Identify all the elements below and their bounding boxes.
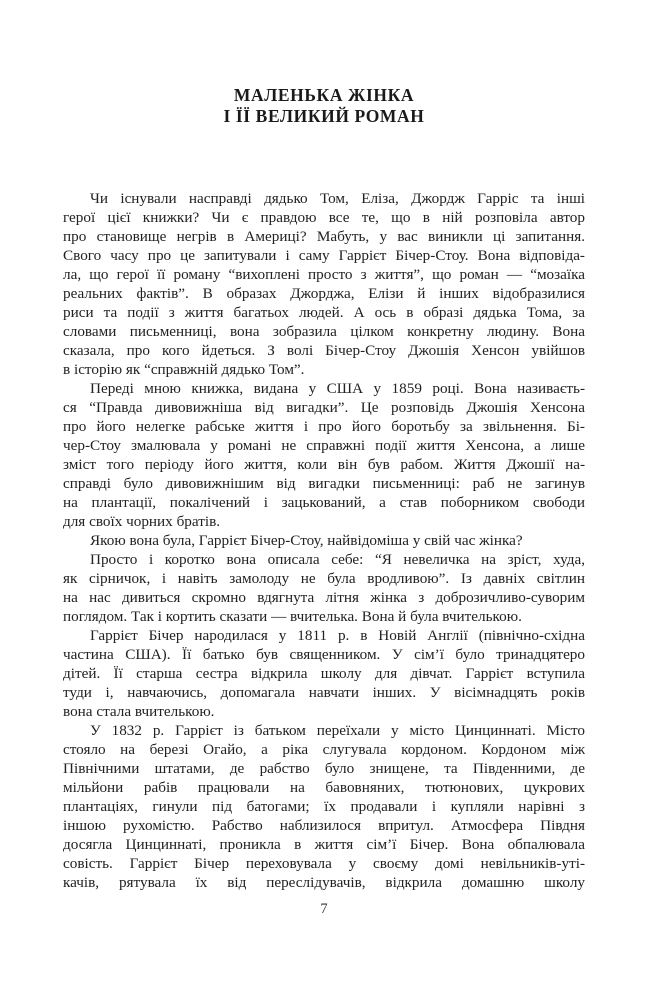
text-line: як сірничок, і навіть замолоду не була вродливою”. Із давніх світлин — [63, 570, 585, 587]
text-line: плантаціях, гинули під батогами; їх продавали і купляли нарівні з — [63, 798, 585, 815]
text-line: на нас дивиться скромно вдягнута літня жінка з доброзичливо-суворим — [63, 589, 585, 606]
text-line: про становище негрів в Америці? Мабуть, у вас виникли ці запитання. — [63, 228, 585, 245]
body-text — [63, 189, 585, 892]
chapter-title-line1: МАЛЕНЬКА ЖІНКА — [233, 85, 415, 105]
text-line: туди і, навчаючись, допомагала навчати інших. У вісімнадцять років — [63, 684, 585, 701]
text-line: чер-Стоу змалювала у романі не справжні події життя Хенсона, а лише — [63, 437, 585, 454]
text-line: Просто і коротко вона описала себе: “Я невеличка на зріст, худа, — [90, 551, 585, 568]
text-line: риси та події з життя багатьох людей. А ось в образі дядька Тома, за — [63, 304, 585, 321]
paragraph — [63, 626, 585, 721]
text-line: стояло на березі Огайо, а ріка слугувала кордоном. Кордоном між — [63, 741, 585, 758]
text-line: справді було дивовижнішим від вигадки письменниці: раб не загинув — [63, 475, 585, 492]
paragraph — [63, 550, 585, 626]
chapter-title — [63, 85, 585, 127]
text-line: У 1832 р. Гаррієт із батьком переїхали у місто Цинциннаті. Місто — [90, 722, 585, 739]
text-line: про його нелегке рабське життя і про його боротьбу за звільнення. Бі- — [63, 418, 585, 435]
text-line: Свого часу про це запитували і саму Гаррієт Бічер-Стоу. Вона відповіда- — [63, 247, 585, 264]
text-line: досягла Цинциннаті, проникла в життя сім’ї Бічер. Вона обпалювала — [63, 836, 585, 853]
text-line: для своїх чорних братів. — [63, 513, 221, 530]
paragraph — [63, 721, 585, 892]
text-line: ла, що герої її роману “вихоплені просто з життя”, що роман — “мозаїка — [63, 266, 585, 283]
text-line: ся “Правда дивовижніша від вигадки”. Це розповідь Джошія Хенсона — [63, 399, 585, 416]
chapter-title-line2: І ЇЇ ВЕЛИКИЙ РОМАН — [223, 106, 425, 126]
text-line: Гаррієт Бічер народилася у 1811 р. в Новій Англії (північно-східна — [90, 627, 585, 644]
text-line: реальних фактів”. В образах Джорджа, Елізи й інших відобразилися — [63, 285, 585, 302]
text-line: мільйони рабів працювали на бавовняних, тютюнових, цукрових — [63, 779, 585, 796]
text-line: Північними штатами, де рабство було знищене, та Південними, де — [63, 760, 585, 777]
page-number: 7 — [320, 901, 328, 917]
text-line: Чи існували насправді дядько Том, Еліза, Джордж Гарріс та інші — [90, 190, 585, 207]
text-line: герої цієї книжки? Чи є правдою все те, що в ній розповіла автор — [63, 209, 585, 226]
text-line: на плантації, покалічений і зацькований, а став поборником свободи — [63, 494, 585, 511]
paragraph — [63, 189, 585, 379]
text-line: словами письменниці, вона зобразила цілком конкретну людину. Вона — [63, 323, 585, 340]
text-line: качів, рятувала їх від переслідувачів, відкрила домашню школу — [63, 874, 585, 891]
paragraph — [63, 379, 585, 531]
text-line: дітей. Її старша сестра відкрила школу для дівчат. Гаррієт вступила — [63, 665, 585, 682]
paragraph — [63, 531, 585, 550]
text-line: совість. Гаррієт Бічер переховувала у своєму домі невільників-уті- — [63, 855, 585, 872]
text-line: в історію як “справжній дядько Том”. — [63, 361, 305, 378]
text-line: Якою вона була, Гаррієт Бічер-Стоу, найвідоміша у свій час жінка? — [90, 532, 523, 549]
text-line: зміст того періоду його життя, коли він був рабом. Життя Джошії на- — [63, 456, 585, 473]
text-line: частина США). Її батько був священником. У сім’ї було тринадцятеро — [63, 646, 585, 663]
text-line: поглядом. Так і кортить сказати — вчителька. Вона й була вчителькою. — [63, 608, 522, 625]
text-line: іншою рухомістю. Рабство наблизилося впритул. Атмосфера Півдня — [63, 817, 585, 834]
text-line: вона стала вчителькою. — [63, 703, 215, 720]
text-line: Переді мною книжка, видана у США у 1859 році. Вона називаєть- — [90, 380, 585, 397]
text-line: сказала, про кого йдеться. З волі Бічер-Стоу Джошія Хенсон увійшов — [63, 342, 585, 359]
